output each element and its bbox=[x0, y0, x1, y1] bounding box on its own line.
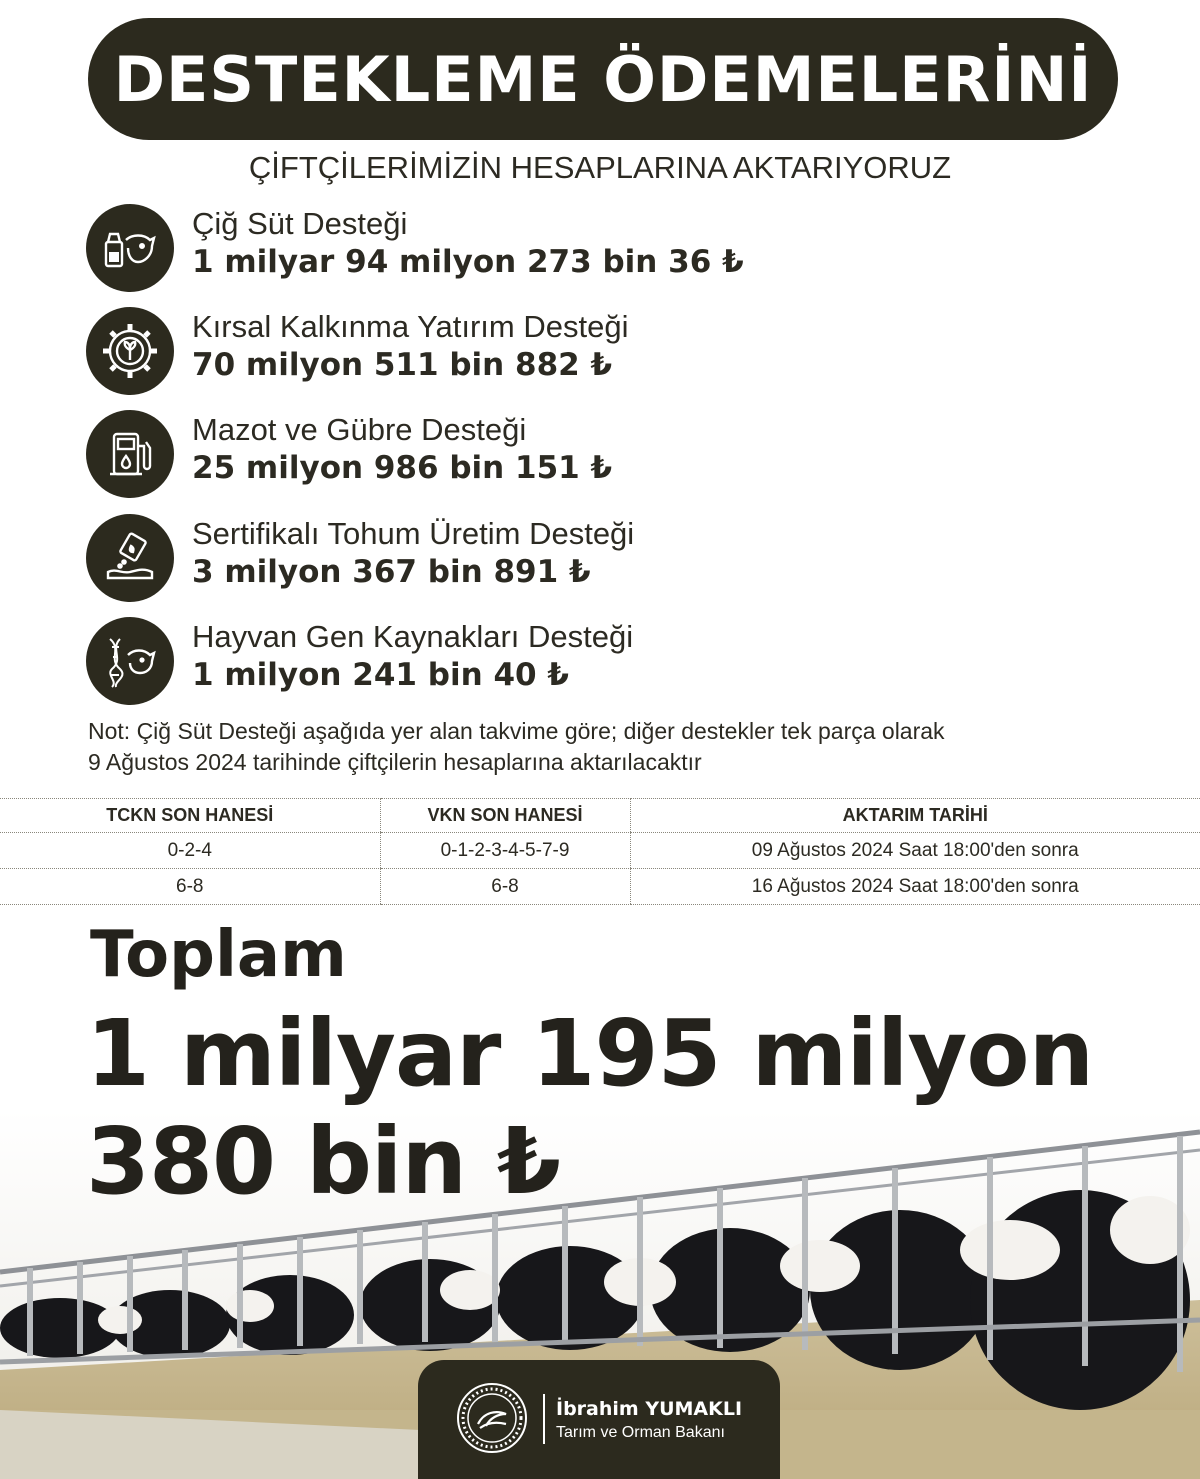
table-cell: 16 Ağustos 2024 Saat 18:00'den sonra bbox=[630, 869, 1200, 905]
table-row bbox=[0, 869, 1200, 905]
table-cell: 09 Ağustos 2024 Saat 18:00'den sonra bbox=[630, 833, 1200, 869]
support-amount: 70 milyon 511 bin 882 ₺ bbox=[192, 347, 613, 383]
page-title: DESTEKLEME ÖDEMELERİNİ bbox=[113, 42, 1093, 116]
dna-cow-icon bbox=[86, 617, 174, 705]
milk-cow-icon bbox=[86, 204, 174, 292]
support-amount: 3 milyon 367 bin 891 ₺ bbox=[192, 554, 591, 590]
note-line-1: Not: Çiğ Süt Desteği aşağıda yer alan takvime göre; diğer destekler tek parça olarak bbox=[88, 718, 945, 744]
badge-divider bbox=[543, 1394, 545, 1444]
support-amount: 1 milyon 241 bin 40 ₺ bbox=[192, 657, 569, 693]
page-subtitle: ÇİFTÇİLERİMİZİN HESAPLARINA AKTARIYORUZ bbox=[248, 150, 952, 185]
support-amount: 25 milyon 986 bin 151 ₺ bbox=[192, 450, 613, 486]
table-header-row bbox=[0, 799, 1200, 833]
minister-name: İbrahim YUMAKLI bbox=[556, 1398, 743, 1420]
support-item-animal-gene bbox=[86, 617, 986, 707]
support-item-raw-milk bbox=[86, 204, 986, 294]
note bbox=[88, 716, 1138, 778]
support-item-rural-development bbox=[86, 307, 986, 397]
total-amount-line-1: 1 milyar 195 milyon bbox=[86, 1000, 1094, 1107]
support-amount: 1 milyar 94 milyon 273 bin 36 ₺ bbox=[192, 244, 744, 280]
minister-badge bbox=[418, 1360, 780, 1479]
table-row bbox=[0, 833, 1200, 869]
fuel-pump-icon bbox=[86, 410, 174, 498]
gear-sprout-icon bbox=[86, 307, 174, 395]
column-header: VKN SON HANESİ bbox=[380, 799, 630, 833]
support-name: Kırsal Kalkınma Yatırım Desteği bbox=[192, 309, 629, 344]
support-name: Çiğ Süt Desteği bbox=[192, 206, 408, 241]
column-header: AKTARIM TARİHİ bbox=[630, 799, 1200, 833]
support-item-certified-seed bbox=[86, 514, 986, 604]
table-cell: 0-1-2-3-4-5-7-9 bbox=[380, 833, 630, 869]
schedule-table bbox=[0, 798, 1200, 905]
table-cell: 6-8 bbox=[0, 869, 380, 905]
support-item-fuel-fertilizer bbox=[86, 410, 986, 500]
title-banner bbox=[88, 18, 1118, 140]
table-cell: 0-2-4 bbox=[0, 833, 380, 869]
column-header: TCKN SON HANESİ bbox=[0, 799, 380, 833]
support-name: Hayvan Gen Kaynakları Desteği bbox=[192, 619, 634, 654]
seed-packet-icon bbox=[86, 514, 174, 602]
minister-role: Tarım ve Orman Bakanı bbox=[556, 1424, 725, 1441]
total-amount-line-2: 380 bin ₺ bbox=[86, 1108, 560, 1215]
note-line-2: 9 Ağustos 2024 tarihinde çiftçilerin hesaplarına aktarılacaktır bbox=[88, 749, 702, 775]
total-label: Toplam bbox=[90, 918, 347, 992]
table-cell: 6-8 bbox=[380, 869, 630, 905]
support-name: Sertifikalı Tohum Üretim Desteği bbox=[192, 516, 635, 551]
support-name: Mazot ve Gübre Desteği bbox=[192, 412, 527, 447]
ministry-seal-icon bbox=[456, 1382, 528, 1454]
